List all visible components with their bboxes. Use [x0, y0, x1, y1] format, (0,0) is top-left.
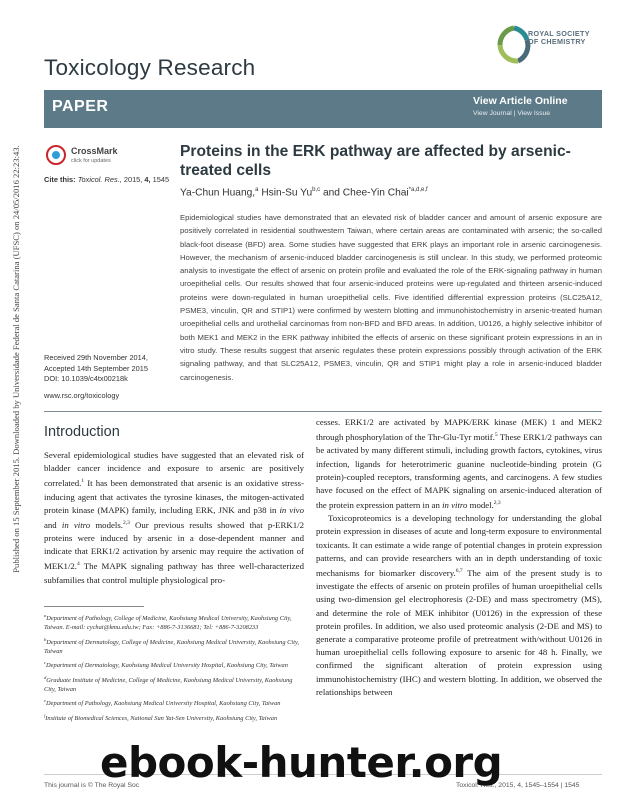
page-footer: Toxicol. Res., 2015, 4, 1545–1554 | 1545: [456, 782, 580, 789]
copyright-footer: This journal is © The Royal Soc: [44, 782, 140, 789]
footnote-divider: [44, 606, 144, 607]
publisher-name: ROYAL SOCIETY OF CHEMISTRY: [528, 29, 590, 47]
article-title: Proteins in the ERK pathway are affected by arsenic-treated cells: [180, 143, 571, 179]
footnote: $^b$Department of Dermatology, College of Medicine, Kaohsiung Medical University, Kaohsiung City, Taiwan: [44, 636, 300, 655]
footnote: $^e$Department of Pathology, Kaohsiung Medical University Hospital, Kaohsiung City, Taiwan: [44, 698, 281, 708]
crossmark-badge[interactable]: CrossMark click for updates: [46, 144, 126, 168]
affiliation-footnotes: [44, 612, 304, 726]
journal-url-link[interactable]: www.rsc.org/toxicology: [44, 390, 120, 400]
divider: [44, 411, 602, 412]
doi-link[interactable]: DOI: 10.1039/c4tx00218k: [44, 374, 128, 383]
author-list: Ya-Chun Huang,$^a$ Hsin-Su Yu$^{b,c}$ and Chee-Yin Chai$^{*a,d,e,f}$: [180, 187, 428, 199]
article-history: Received 29th November 2014, Accepted 14th September 2015 DOI: 10.1039/c4tx00218k www.rsc.org/toxicology: [44, 353, 174, 401]
article-type-label: PAPER: [52, 98, 109, 115]
section-heading-introduction: Introduction: [44, 424, 120, 440]
footnote: $^d$Graduate Institute of Medicine, College of Medicine, Kaohsiung Medical University, Kaohsiung City, Taiwan: [44, 674, 293, 693]
view-article-online-link[interactable]: View Article Online: [473, 95, 568, 107]
journal-title: Toxicology Research: [44, 55, 256, 80]
footnote: $^f$Institute of Biomedical Sciences, National Sun Yat-Sen University, Kaohsiung City, Taiwan: [44, 712, 278, 722]
watermark: ebook-hunter.org: [100, 738, 503, 787]
crossmark-icon: [46, 145, 66, 165]
footnote: $^a$Department of Pathology, College of Medicine, Kaohsiung Medical University, Kaohsiung City, Taiwan. E-mail: cychai@kmu.edu.tw; Fax: +886-7-3136681; Tel: +886-7-3208233: [44, 613, 292, 632]
publication-stamp: Published on 15 September 2015. Downloaded by Universidade Federal de Santa Catarina (UFSC) on 24/05/2016 22:23:43.: [11, 145, 21, 573]
journal-issue-links[interactable]: View Journal | View Issue: [473, 110, 551, 117]
abstract: Epidemiological studies have demonstrated that an elevated risk of bladder cancer and amount of arsenic exposure are positively correlated in residential southwestern Taiwan, where certain areas are contaminated with arsenic; the so-called black-foot disease (BFD) area. Some studies have suggested that ERK plays an important role in arsenic carcinogenesis. However, the mechanism of arsenic-induced bladder carcinogenesis is still unclear. In this study, we performed proteomic analysis to investigate the effect of arsenic on protein profile and evaluated the role of the ERK-signaling pathway in human uroepithelial cells. Our results showed that four arsenic-induced proteins were up-regulated and thirteen arsenic-induced proteins were down-regulated in human uroepithelial cells. Five identified differential expression proteins (SLC25A12, PSME3, vinculin, QR and STIP1) were confirmed by western blotting and immunohistochemistry in arsenic-treated human uroepithelial cells and urothelial carcinomas from non-BFD and BFD areas. In addition, U0126, a highly selective inhibitor of both MEK1 and MEK2 in the ERK pathway inhibited the effects of arsenic on these significant protein expressions in an in vitro study. These results suggest that arsenic regulates these protein expressions possibly through activation of the ERK signaling pathway, and that SLC25A12, PSME3, vinculin, QR and STIP1 might play a role in arsenic-induced bladder carcinogenesis.: [180, 213, 602, 382]
body-column-right: cesses. ERK1/2 are activated by MAPK/ERK kinase (MEK) 1 and MEK2 through phosphorylation of the Thr-Glu-Tyr motif.$^5$ These ERK1/2 pathways can be activated by many different stimuli, including growth factors, cytokines, virus infection, ligands for heterotrimeric guanine nucleotide-binding protein (G protein)-coupled receptors, transforming agents, and carcinogens. A few studies have focused on the effect of MAPK signaling on arsenic-induced alteration of the protein expression pattern in an in vitro model.$^{2,3}$ Toxicoproteomics is a developing technology for understanding the global protein expression in diseases of acute and long-term exposure to environmental toxicants. It can estimate a wide range of potential changes in protein expression patterns, and can provide researchers with an in depth understanding of toxic mechanisms for biomarker discovery.$^{6,7}$ The aim of the present study is to investigate the effects of arsenic on protein profiles of human uroepithelial cells using two-dimension gel electrophoresis (2-DE) and mass spectrometry (MS), and determine the role of MEK inhibitor (U0126) in the expression of these protein profiles. In addition, we also used proteomic analysis (2-DE and MS) to generate a comparative proteome profile of pretreatment with/without U0126 in human uroepithelial cells following exposure to arsenic for 48 h. Finally, we confirmed the significant alteration of protein expression using immunohistochemistry (IHC) and western blotting. In addition, we observed the relationships between: [316, 417, 602, 697]
body-column-left: Several epidemiological studies have suggested that an elevated risk of bladder cancer incidence and exposure to arsenic are positively correlated.$^1$ It has been demonstrated that arsenic is an oxidative stress-inducing agent that activates the tyrosine kinases, the mitogen-activated protein kinase (MAPK) family, including ERK, JNK and p38 in in vivo and in vitro models.$^{2,3}$ Our previous results showed that p-ERK1/2 proteins were induced by arsenic in a dose-dependent manner and indicate that ERK1/2 activation by arsenic may require the activation of MEK1/2.$^4$ The MAPK signaling pathway has three well-characterized subfamilies that control multiple physiological pro-: [44, 450, 304, 585]
footnote: $^c$Department of Dermatology, Kaohsiung Medical University Hospital, Kaohsiung City, Taiwan: [44, 660, 288, 670]
citation: Cite this: Toxicol. Res., 2015, 4, 1545: [44, 175, 170, 184]
